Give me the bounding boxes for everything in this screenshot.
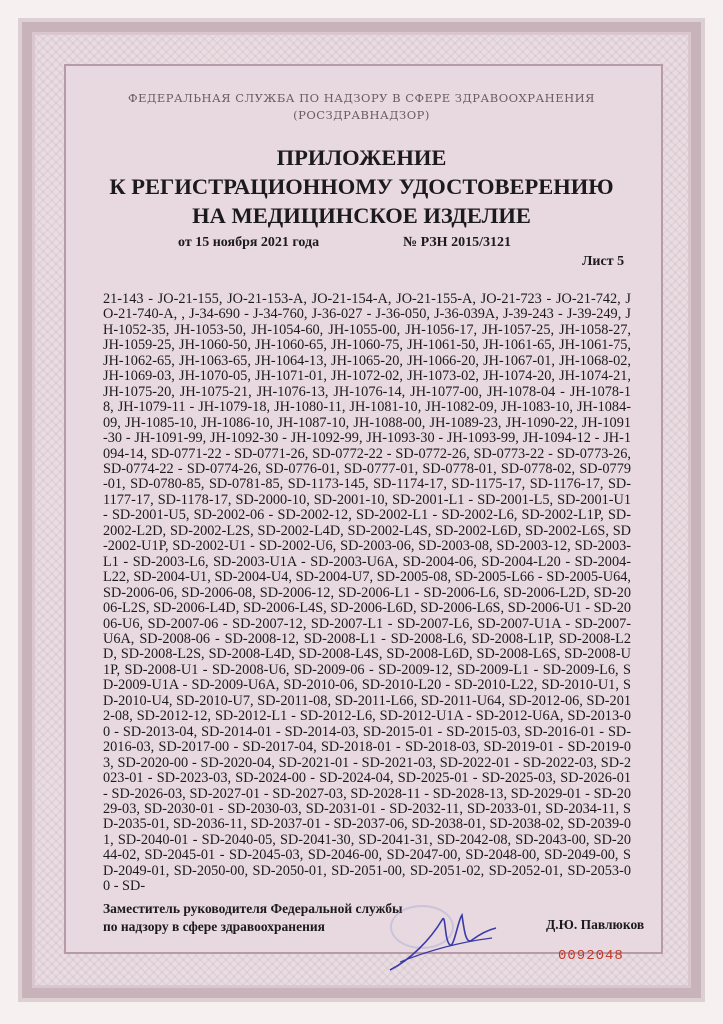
agency-abbreviation: (РОСЗДРАВНАДЗОР) <box>293 108 430 122</box>
document-title <box>0 143 723 230</box>
device-model-list: 21-143 - JO-21-155, JO-21-153-A, JO-21-154-A, JO-21-155-A, JO-21-723 - JO-21-742, JO-21-740-A, , J-34-690 - J-34-760, J-36-027 - J-36-050, J-36-039A, J-39-243 - J-39-249, JH-1052-35, JH-1053-50, JH-1054-60, JH-1055-00, JH-1056-17, JH-1057-25, JH-1058-27, JH-1059-25, JH-1060-50, JH-1060-65, JH-1060-75, JH-1061-50, JH-1061-65, JH-1061-75, JH-1062-65, JH-1063-65, JH-1064-13, JH-1065-20, JH-1066-20, JH-1067-01, JH-1068-02, JH-1069-03, JH-1070-05, JH-1071-01, JH-1072-02, JH-1073-02, JH-1074-20, JH-1074-21, JH-1075-20, JH-1075-21, JH-1076-13, JH-1076-14, JH-1077-00, JH-1078-04 - JH-1078-18, JH-1079-11 - JH-1079-18, JH-1080-11, JH-1081-10, JH-1082-09, JH-1083-10, JH-1084-09, JH-1085-10, JH-1086-10, JH-1087-10, JH-1088-00, JH-1089-23, JH-1090-22, JH-1091-30 - JH-1091-99, JH-1092-30 - JH-1092-99, JH-1093-30 - JH-1093-99, JH-1094-12 - JH-1094-14, SD-0771-22 - SD-0771-26, SD-0772-22 - SD-0772-26, SD-0773-22 - SD-0773-26, SD-0774-22 - SD-0774-26, SD-0776-01, SD-0777-01, SD-0778-01, SD-0778-02, SD-0779-01, SD-0780-85, SD-0781-85, SD-1173-145, SD-1174-17, SD-1175-17, SD-1176-17, SD-1177-17, SD-1178-17, SD-2000-10, SD-2001-10, SD-2001-L1 - SD-2001-L5, SD-2001-U1 - SD-2001-U5, SD-2002-06 - SD-2002-12, SD-2002-L1 - SD-2002-L6, SD-2002-L1P, SD-2002-L2D, SD-2002-L2S, SD-2002-L4D, SD-2002-L4S, SD-2002-L6D, SD-2002-L6S, SD-2002-U1P, SD-2002-U1 - SD-2002-U6, SD-2003-06, SD-2003-08, SD-2003-12, SD-2003-L1 - SD-2003-L6, SD-2003-U1A - SD-2003-U6A, SD-2004-06, SD-2004-L20 - SD-2004-L22, SD-2004-U1, SD-2004-U4, SD-2004-U7, SD-2005-08, SD-2005-L66 - SD-2005-U64, SD-2006-06, SD-2006-08, SD-2006-12, SD-2006-L1 - SD-2006-L6, SD-2006-L2D, SD-2006-L2S, SD-2006-L4D, SD-2006-L4S, SD-2006-L6D, SD-2006-L6S, SD-2006-U1 - SD-2006-U6, SD-2007-06 - SD-2007-12, SD-2007-L1 - SD-2007-L6, SD-2007-U1A - SD-2007-U6A, SD-2008-06 - SD-2008-12, SD-2008-L1 - SD-2008-L6, SD-2008-L1P, SD-2008-L2D, SD-2008-L2S, SD-2008-L4D, SD-2008-L4S, SD-2008-L6D, SD-2008-L6S, SD-2008-U1P, SD-2008-U1 - SD-2008-U6, SD-2009-06 - SD-2009-12, SD-2009-L1 - SD-2009-L6, SD-2009-U1A - SD-2009-U6A, SD-2010-06, SD-2010-L20 - SD-2010-L22, SD-2010-U1, SD-2010-U4, SD-2010-U7, SD-2011-08, SD-2011-L66, SD-2011-U64, SD-2012-06, SD-2012-08, SD-2012-12, SD-2012-L1 - SD-2012-L6, SD-2012-U1A - SD-2012-U6A, SD-2013-00 - SD-2013-04, SD-2014-01 - SD-2014-03, SD-2015-01 - SD-2015-03, SD-2016-01 - SD-2016-03, SD-2017-00 - SD-2017-04, SD-2018-01 - SD-2018-03, SD-2019-01 - SD-2019-03, SD-2020-00 - SD-2020-04, SD-2021-01 - SD-2021-03, SD-2022-01 - SD-2022-03, SD-2023-01 - SD-2023-03, SD-2024-00 - SD-2024-04, SD-2025-01 - SD-2025-03, SD-2026-01 - SD-2026-03, SD-2027-01 - SD-2027-03, SD-2028-11 - SD-2028-13, SD-2029-01 - SD-2029-03, SD-2030-01 - SD-2030-03, SD-2031-01 - SD-2032-11, SD-2033-01, SD-2034-11, SD-2035-01, SD-2036-11, SD-2037-01 - SD-2037-06, SD-2038-01, SD-2038-02, SD-2039-01, SD-2040-01 - SD-2040-05, SD-2041-30, SD-2041-31, SD-2042-08, SD-2043-00, SD-2044-02, SD-2045-01 - SD-2045-03, SD-2046-00, SD-2047-00, SD-2048-00, SD-2049-00, SD-2049-01, SD-2050-00, SD-2050-01, SD-2051-00, SD-2051-02, SD-2052-01, SD-2053-00 - SD- <box>103 291 631 895</box>
title-line-3: НА МЕДИЦИНСКОЕ ИЗДЕЛИЕ <box>192 203 531 228</box>
serial-number: 0092048 <box>558 948 624 964</box>
issue-date: от 15 ноября 2021 года <box>178 235 320 250</box>
signer-title <box>103 900 403 936</box>
signer-title-line-2: по надзору в сфере здравоохранения <box>103 919 325 934</box>
agency-name: ФЕДЕРАЛЬНАЯ СЛУЖБА ПО НАДЗОРУ В СФЕРЕ ЗДРАВООХРАНЕНИЯ <box>128 91 595 105</box>
title-line-2: К РЕГИСТРАЦИОННОМУ УДОСТОВЕРЕНИЮ <box>109 174 614 199</box>
agency-header <box>0 90 723 124</box>
sheet-number: Лист 5 <box>582 254 625 269</box>
signer-name: Д.Ю. Павлюков <box>546 917 645 932</box>
title-line-1: ПРИЛОЖЕНИЕ <box>276 145 447 170</box>
handwritten-signature <box>380 900 500 980</box>
registration-number: № РЗН 2015/3121 <box>403 235 511 250</box>
signer-title-line-1: Заместитель руководителя Федеральной службы <box>103 901 403 916</box>
